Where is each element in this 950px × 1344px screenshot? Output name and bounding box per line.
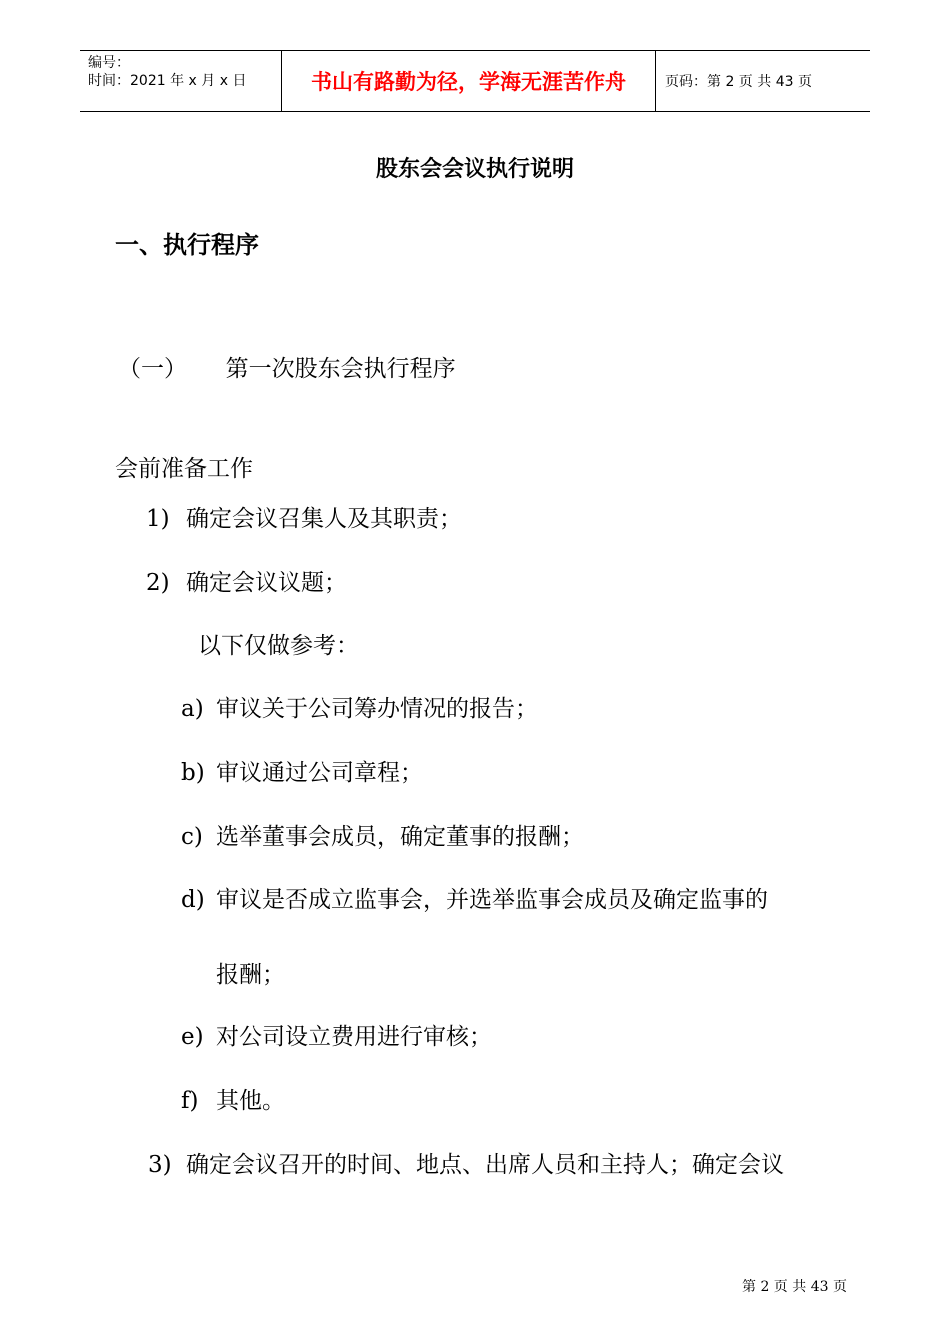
sub-list-item-letter: a): [181, 696, 204, 722]
sub-list-item-text: 报酬；: [216, 962, 285, 988]
sub-list-item: [181, 818, 584, 851]
list-item-number: 2): [146, 570, 170, 596]
sub-list-item-letter: c): [181, 824, 203, 850]
sub-list-item-text: 对公司设立费用进行审核；: [216, 1024, 492, 1050]
subsection-title: 第一次股东会执行程序: [225, 356, 456, 382]
header-divider: [655, 51, 656, 111]
list-item: [146, 500, 462, 533]
document-title: 股东会会议执行说明: [375, 157, 574, 182]
sub-list-item-letter: d): [181, 887, 205, 913]
list-item-text: 确定会议召开的时间、地点、出席人员和主持人；确定会议: [186, 1152, 784, 1178]
list-item-number: 1): [146, 506, 170, 532]
document-header: [80, 50, 870, 112]
header-page-info: 页码：第 2 页 共 43 页: [665, 74, 812, 90]
sub-list-item: [181, 754, 423, 787]
sub-list-item-letter: f): [181, 1088, 199, 1114]
sub-list-item-continuation: [181, 956, 285, 989]
reference-note: 以下仅做参考：: [198, 633, 359, 659]
sub-list-item-text: 选举董事会成员，确定董事的报酬；: [216, 824, 584, 850]
sub-list-item-text: 审议是否成立监事会，并选举监事会成员及确定监事的: [216, 887, 768, 913]
sub-list-item-text: 审议关于公司筹办情况的报告；: [216, 696, 538, 722]
header-motto: 书山有路勤为径，学海无涯苦作舟: [311, 70, 626, 94]
section-heading: 一、执行程序: [115, 231, 259, 259]
list-item: [146, 564, 347, 597]
sub-list-item-letter: e): [181, 1024, 204, 1050]
sub-list-item-text: 审议通过公司章程；: [216, 760, 423, 786]
time-label: 时间：2021 年 x 月 x 日: [88, 73, 247, 89]
subsection-number: （一）: [118, 356, 187, 382]
sub-list-item: [181, 1018, 492, 1051]
header-meta: [88, 54, 246, 90]
prep-heading: 会前准备工作: [115, 456, 253, 482]
page-footer: 第 2 页 共 43 页: [742, 1279, 847, 1295]
subsection-heading: [118, 350, 456, 383]
sub-list-item: [181, 881, 768, 914]
sub-list-item-text: 其他。: [216, 1088, 285, 1114]
list-item-text: 确定会议议题；: [186, 570, 347, 596]
sub-list-item: [181, 690, 538, 723]
list-item-text: 确定会议召集人及其职责；: [186, 506, 462, 532]
sub-list-item: [181, 1082, 285, 1115]
number-label: 编号：: [88, 55, 130, 71]
sub-list-item-letter: b): [181, 760, 205, 786]
list-item-number: 3): [148, 1152, 172, 1178]
list-item: [148, 1146, 784, 1179]
